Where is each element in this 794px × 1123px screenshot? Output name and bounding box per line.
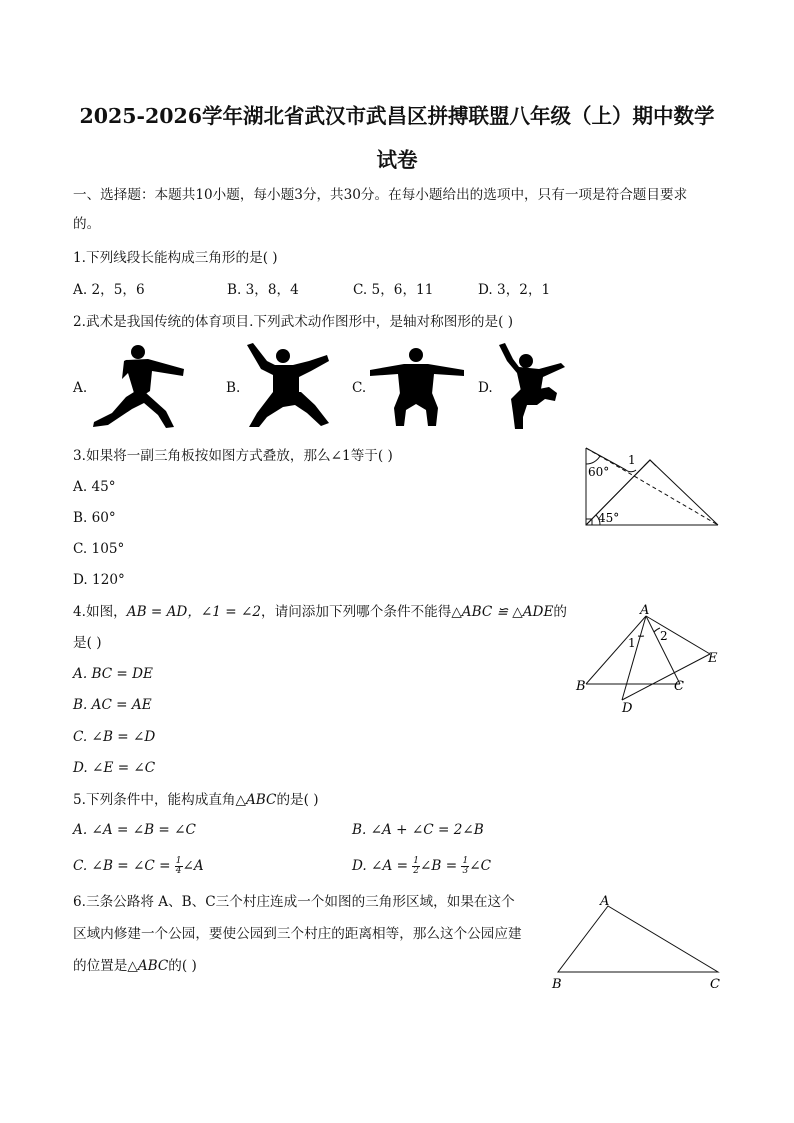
q5-option-d-fraction-half [412,857,420,876]
q5-stem-part-b: 的是( ) [276,792,319,808]
q1-option-c: C. 5，6，11 [353,282,434,298]
martial-art-figure-c [368,346,466,428]
q5-option-c-pre: C. ∠B = ∠C = [73,858,175,874]
q3-option-c: C. 105° [73,541,125,557]
q4-option-b: B. AC = AE [73,697,152,713]
q3-option-a: A. 45° [73,479,116,495]
q6-stem-line3 [73,956,197,976]
q6-figure-triangle [548,892,728,992]
q4-angle-1-label: 1 [628,636,636,650]
q2-label-d: D. [478,380,493,396]
q2-stem: 2.武术是我国传统的体育项目.下列武术动作图形中，是轴对称图形的是( ) [73,314,514,330]
martial-art-figure-d [493,343,569,429]
frac-den: 4 [175,866,182,876]
frac-den: 2 [413,866,420,876]
frac-num: 1 [462,856,469,866]
page-title: 2025-2026学年湖北省武汉市武昌区拼搏联盟八年级（上）期中数学 [79,104,715,128]
q3-figure-triangle-boards [578,442,728,532]
q1-option-d: D. 3，2，1 [478,282,551,298]
q4-stem-condition: AB = AD，∠1 = ∠2 [126,604,262,620]
q4-option-a: A. BC = DE [73,666,153,682]
q5-option-a: A. ∠A = ∠B = ∠C [73,822,196,838]
q5-option-d-mid: ∠B = [420,858,462,874]
q6-label-a: A [600,894,610,909]
frac-den: 3 [462,866,469,876]
q5-option-d-pre: D. ∠A = [352,858,413,874]
q6-stem-part-b: 的( ) [168,958,197,974]
martial-art-figure-a [88,343,188,429]
q4-angle-2-label: 2 [660,629,668,643]
q4-stem-part-b: ，请问添加下列哪个条件不能得 [261,604,452,620]
frac-num: 1 [413,856,420,866]
q5-option-d-post: ∠C [469,858,491,874]
q5-option-d [352,856,491,876]
q5-option-b: B. ∠A + ∠C = 2∠B [352,822,484,838]
section1-instructions-cont: 的。 [73,216,101,232]
q4-label-e: E [708,651,718,666]
q3-option-b: B. 60° [73,510,116,526]
q4-option-c: C. ∠B = ∠D [73,729,156,745]
q4-stem-congruence: △ABC ≌ △ADE [451,604,554,620]
q6-stem-part-a: 的位置是 [73,958,128,974]
q4-figure-triangles [570,602,730,714]
q5-stem [73,790,319,810]
frac-num: 1 [175,856,182,866]
q6-label-b: B [552,977,562,992]
martial-art-figure-b [243,343,335,429]
q3-angle-45-label: 45° [598,511,620,525]
q4-stem-part-a: 4.如图， [73,604,127,620]
q2-label-c: C. [352,380,367,396]
q4-label-b: B [576,679,586,694]
q3-angle-60-label: 60° [588,465,610,479]
q5-option-c-post: ∠A [182,858,204,874]
q4-label-d: D [622,701,633,714]
q6-label-c: C [710,977,720,992]
q6-stem-triangle: △ABC [127,958,169,974]
q3-option-d: D. 120° [73,572,125,588]
q4-label-c: C [674,679,684,694]
q1-option-a: A. 2，5，6 [73,282,145,298]
q3-stem: 3.如果将一副三角板按如图方式叠放，那么∠1等于( ) [73,448,393,464]
q4-label-a: A [640,603,650,618]
q1-option-b: B. 3，8，4 [227,282,299,298]
q5-stem-triangle: △ABC [235,792,277,808]
q5-option-c [73,856,204,876]
q2-label-a: A. [73,380,88,396]
q4-stem-line2: 是( ) [73,635,102,651]
q5-option-c-fraction [175,857,183,876]
q4-stem [73,602,567,622]
q5-stem-part-a: 5.下列条件中，能构成直角 [73,792,236,808]
q3-angle-1-label: 1 [628,453,636,467]
section1-instructions: 一、选择题：本题共10小题，每小题3分，共30分。在每小题给出的选项中，只有一项是符合题目要求 [73,187,688,203]
page-title-line2: 试卷 [376,148,418,172]
q4-option-d: D. ∠E = ∠C [73,760,156,776]
q4-stem-part-c: 的 [553,604,567,620]
q6-stem-line1: 6.三条公路将 A、B、C三个村庄连成一个如图的三角形区域，如果在这个 [73,894,515,910]
q1-stem: 1.下列线段长能构成三角形的是( ) [73,250,278,266]
q6-stem-line2: 区域内修建一个公园，要使公园到三个村庄的距离相等，那么这个公园应建 [73,926,522,942]
q2-label-b: B. [226,380,241,396]
